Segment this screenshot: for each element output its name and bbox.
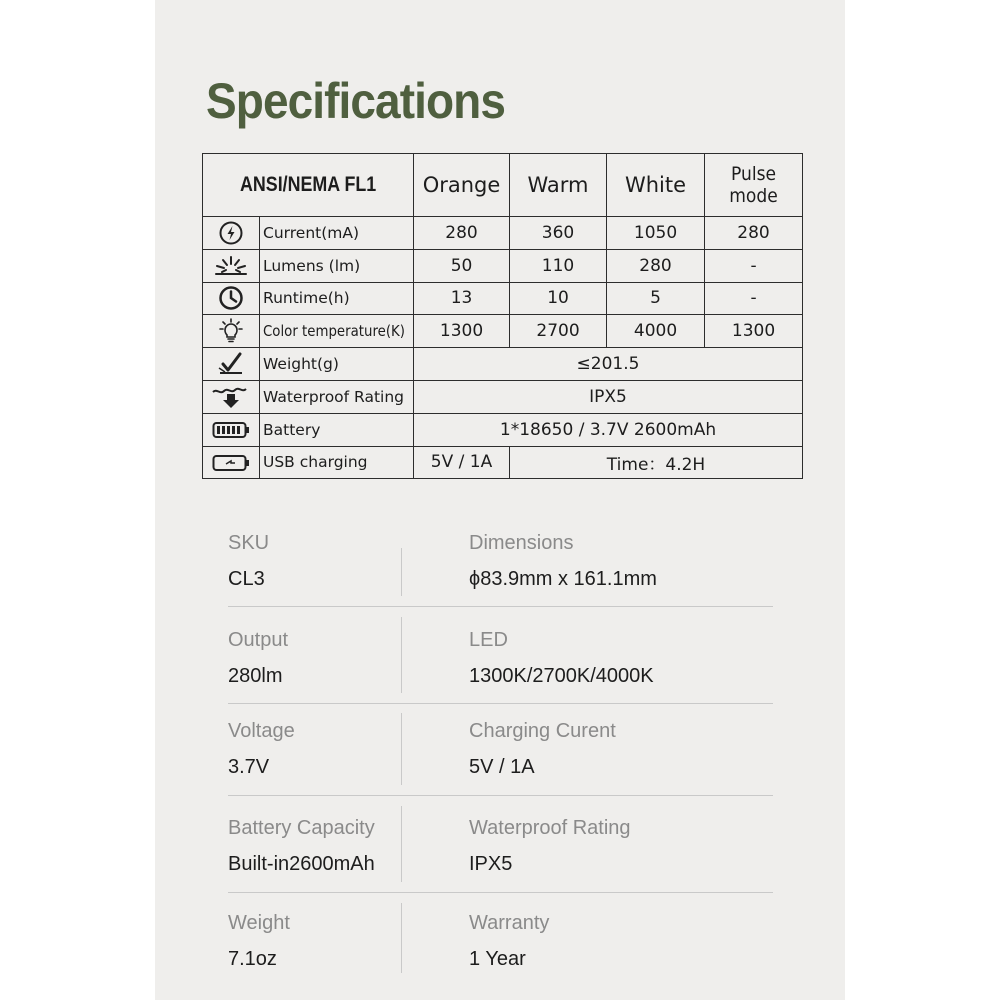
spec-value: CL3 <box>228 568 265 590</box>
table-cell: 50 <box>414 249 510 282</box>
row-label: Color temperature(K) <box>260 315 414 348</box>
spec-value: 7.1oz <box>228 948 277 970</box>
table-row <box>203 315 803 348</box>
table-cell: Time：4.2H <box>510 446 803 479</box>
table-cell: - <box>705 249 803 282</box>
row-label: Battery <box>260 413 414 446</box>
table-cell: 13 <box>414 282 510 315</box>
row-label: Current(mA) <box>260 217 414 250</box>
divider <box>401 713 402 785</box>
standard-header: ANSI/NEMA FL1 <box>203 154 414 217</box>
divider <box>228 703 773 704</box>
divider <box>401 617 402 693</box>
table-cell: 5 <box>607 282 705 315</box>
table-row <box>203 282 803 315</box>
row-label: Waterproof Rating <box>260 380 414 413</box>
table-row <box>203 348 803 381</box>
table-cell: 280 <box>705 217 803 250</box>
spec-key: Output <box>228 629 289 651</box>
divider <box>401 548 402 596</box>
spec-value: Built-in2600mAh <box>228 853 375 875</box>
divider <box>228 606 773 607</box>
table-row <box>203 413 803 446</box>
spec-table <box>202 153 803 479</box>
clock-icon <box>203 282 260 315</box>
row-label: Lumens (lm) <box>260 249 414 282</box>
lightning-icon <box>203 217 260 250</box>
spec-value: 280lm <box>228 665 283 687</box>
column-white: White <box>607 154 705 217</box>
divider <box>228 892 773 893</box>
spec-key: LED <box>469 629 508 651</box>
spec-key: Weight <box>228 912 290 934</box>
table-row <box>203 249 803 282</box>
table-cell: 10 <box>510 282 607 315</box>
table-cell: 1050 <box>607 217 705 250</box>
table-cell: ≤201.5 <box>414 348 803 381</box>
row-label: USB charging <box>260 446 414 479</box>
table-header-row <box>203 154 803 217</box>
spec-key: Warranty <box>469 912 550 934</box>
column-pulse-mode: Pulse mode <box>705 154 803 217</box>
table-cell: 2700 <box>510 315 607 348</box>
row-label: Weight(g) <box>260 348 414 381</box>
bulb-icon <box>203 315 260 348</box>
table-cell: 280 <box>607 249 705 282</box>
column-warm: Warm <box>510 154 607 217</box>
spec-key: Battery Capacity <box>228 817 375 839</box>
spec-value: 3.7V <box>228 756 270 778</box>
table-row <box>203 446 803 479</box>
table-row <box>203 380 803 413</box>
table-cell: 4000 <box>607 315 705 348</box>
spec-panel <box>155 0 845 1000</box>
spec-value: 1 Year <box>469 948 526 970</box>
divider <box>401 903 402 973</box>
spec-key: Charging Curent <box>469 720 616 742</box>
row-label: Runtime(h) <box>260 282 414 315</box>
spec-key: Waterproof Rating <box>469 817 631 839</box>
spec-value: IPX5 <box>469 853 513 875</box>
battery-icon <box>203 413 260 446</box>
weight-check-icon <box>203 348 260 381</box>
divider <box>228 795 773 796</box>
table-cell: 1300 <box>414 315 510 348</box>
table-cell: - <box>705 282 803 315</box>
spec-key: Voltage <box>228 720 295 742</box>
spec-value: 1300K/2700K/4000K <box>469 665 654 687</box>
lumens-burst-icon <box>203 249 260 282</box>
page-title: Specifications <box>206 73 505 129</box>
table-cell: 1300 <box>705 315 803 348</box>
column-orange: Orange <box>414 154 510 217</box>
table-cell: 280 <box>414 217 510 250</box>
table-cell: 5V / 1A <box>414 446 510 479</box>
table-cell: 110 <box>510 249 607 282</box>
waterproof-icon <box>203 380 260 413</box>
spec-key: Dimensions <box>469 532 574 554</box>
table-cell: 360 <box>510 217 607 250</box>
spec-key: SKU <box>228 532 270 554</box>
table-cell: IPX5 <box>414 380 803 413</box>
spec-value: 5V / 1A <box>469 756 535 778</box>
spec-value: ϕ83.9mm x 161.1mm <box>469 568 657 590</box>
table-cell: 1*18650 / 3.7V 2600mAh <box>414 413 803 446</box>
divider <box>401 806 402 882</box>
usb-battery-icon <box>203 446 260 479</box>
table-row <box>203 217 803 250</box>
